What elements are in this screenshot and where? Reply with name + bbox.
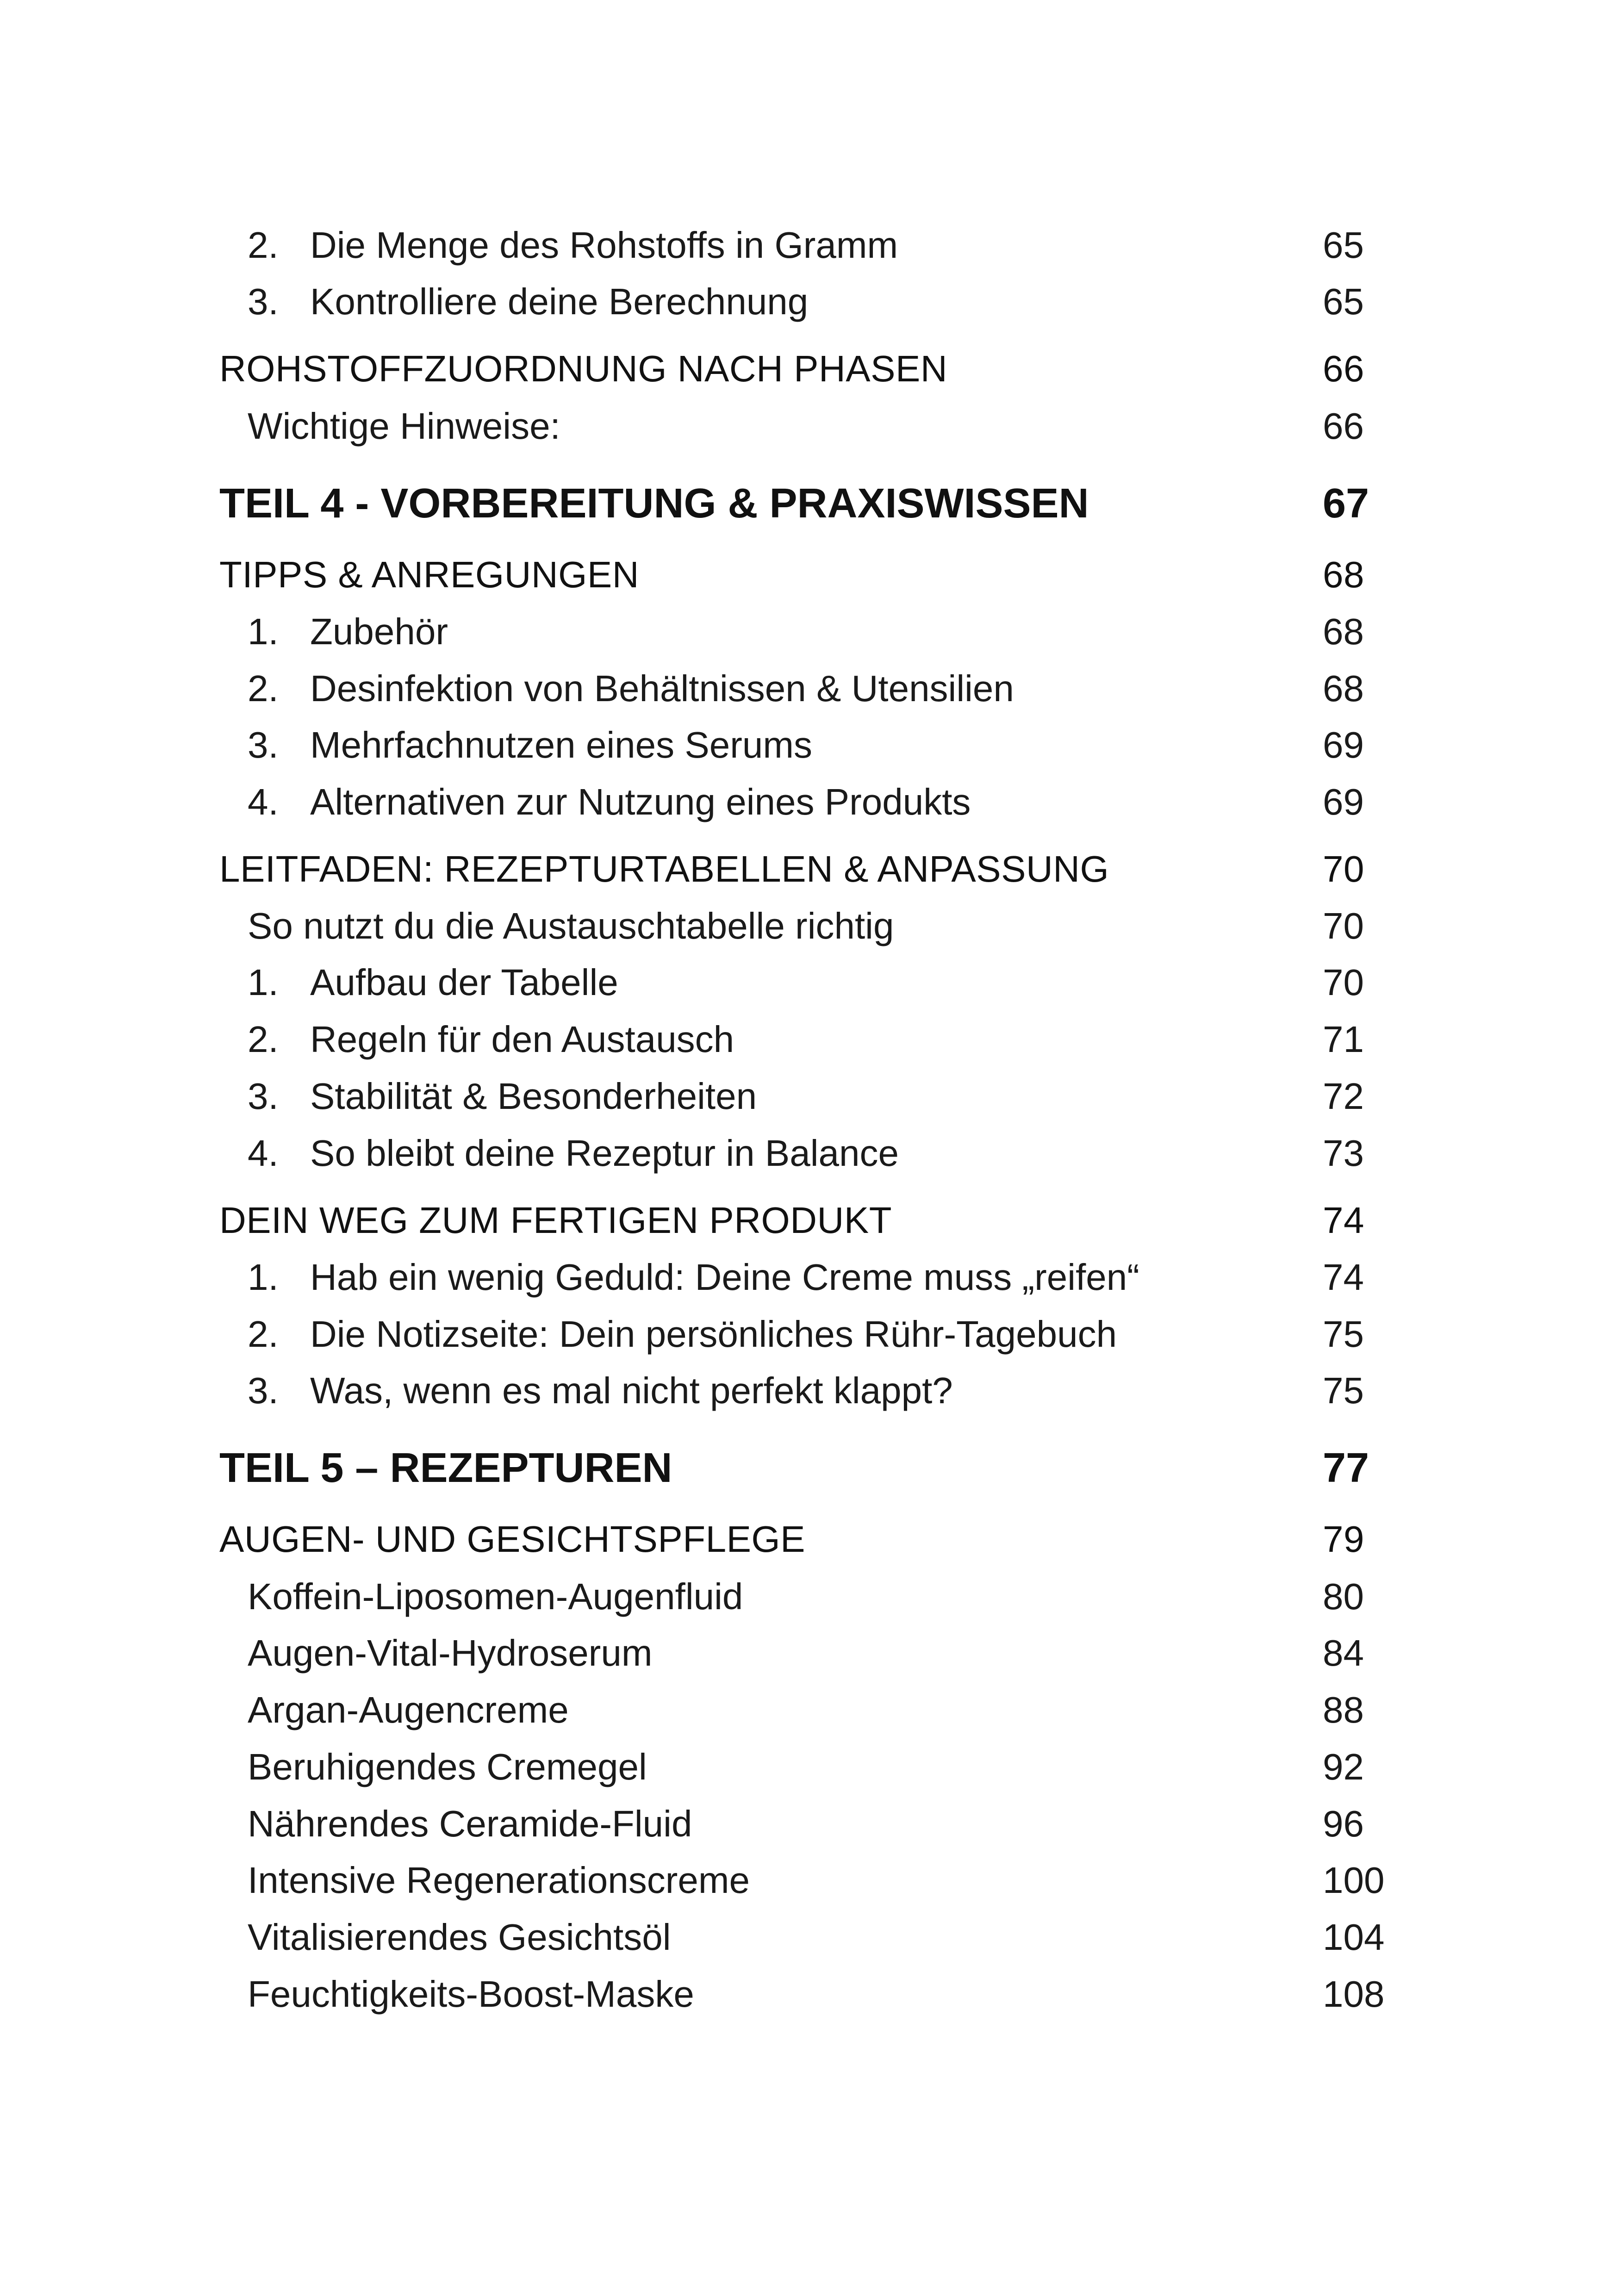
toc-entry-page: 65 [1323,224,1364,266]
toc-entry [0,401,1618,452]
toc-chapter-title: DEIN WEG ZUM FERTIGEN PRODUKT [219,1200,892,1241]
toc-entry-number: 2. [248,1313,279,1355]
toc-chapter-page: 66 [1323,348,1364,389]
toc-entry-title: Argan-Augencreme [248,1689,569,1730]
toc-entry-number: 3. [248,1076,279,1117]
toc-part-title: TEIL 4 - VORBEREITUNG & PRAXISWISSEN [219,480,1089,527]
toc-entry-title: Aufbau der Tabelle [310,962,618,1003]
toc-part-title: TEIL 5 – REZEPTUREN [219,1445,672,1491]
toc-entry-number: 1. [248,1257,279,1298]
toc-entry-page: 75 [1323,1370,1364,1411]
toc-entry-title: Kontrolliere deine Berechnung [310,281,809,322]
toc-entry-title: Hab ein wenig Geduld: Deine Creme muss „reifen“ [310,1257,1139,1298]
toc-entry-title: Die Menge des Rohstoffs in Gramm [310,224,898,266]
toc-entry [0,1742,1618,1792]
toc-entry [0,1071,1618,1122]
toc-entry-number: 4. [248,1132,279,1174]
toc-entry [0,663,1618,714]
toc-chapter-page: 68 [1323,554,1364,595]
toc-entry-title: Stabilität & Besonderheiten [310,1076,757,1117]
toc-entry-page: 70 [1323,905,1364,946]
toc-entry-number: 3. [248,724,279,765]
toc-entry-number: 1. [248,962,279,1003]
toc-entry-title: Augen-Vital-Hydroserum [248,1632,653,1674]
toc-entry-title: Alternativen zur Nutzung eines Produkts [310,781,971,822]
toc-entry-title: Koffein-Liposomen-Augenfluid [248,1576,743,1617]
toc-entry-page: 70 [1323,962,1364,1003]
toc-entry-page: 73 [1323,1132,1364,1174]
toc-entry-page: 75 [1323,1313,1364,1355]
toc-entry-title: Wichtige Hinweise: [248,405,560,447]
toc-chapter [0,343,1618,394]
toc-entry [0,606,1618,657]
toc-entry-page: 71 [1323,1019,1364,1060]
toc-entry-page: 96 [1323,1803,1364,1844]
toc-entry-number: 1. [248,611,279,652]
toc-entry-title: Vitalisierendes Gesichtsöl [248,1916,671,1958]
toc-entry-title: Die Notizseite: Dein persönliches Rühr-Tagebuch [310,1313,1117,1355]
toc-chapter [0,844,1618,895]
toc-chapter-title: LEITFADEN: REZEPTURTABELLEN & ANPASSUNG [219,848,1109,890]
toc-entry [0,1365,1618,1416]
toc-entry-title: Intensive Regenerationscreme [248,1860,750,1901]
toc-chapter-page: 70 [1323,848,1364,890]
toc-entry-title: Regeln für den Austausch [310,1019,734,1060]
toc-entry-page: 66 [1323,405,1364,447]
toc-entry-page: 68 [1323,611,1364,652]
toc-entry-page: 100 [1323,1860,1385,1901]
toc-entry [0,1252,1618,1303]
toc-entry-title: So bleibt deine Rezeptur in Balance [310,1132,899,1174]
toc-entry [0,1685,1618,1736]
toc-entry-page: 72 [1323,1076,1364,1117]
toc-entry-title: Nährendes Ceramide-Fluid [248,1803,692,1844]
toc-entry-title: Was, wenn es mal nicht perfekt klappt? [310,1370,953,1411]
toc-chapter [0,1514,1618,1565]
toc-entry-title: Zubehör [310,611,448,652]
toc-entry [0,901,1618,952]
toc-entry-number: 3. [248,281,279,322]
toc-entry [0,1912,1618,1963]
toc-entry [0,1309,1618,1360]
toc-entry-page: 104 [1323,1916,1385,1958]
toc-entry [0,1571,1618,1622]
toc-entry-number: 3. [248,1370,279,1411]
toc-chapter-title: AUGEN- UND GESICHTSPFLEGE [219,1518,806,1560]
toc-entry-page: 65 [1323,281,1364,322]
toc-entry-title: Feuchtigkeits-Boost-Maske [248,1973,694,2015]
toc-entry-page: 84 [1323,1632,1364,1674]
toc-entry-number: 2. [248,1019,279,1060]
toc-entry-page: 69 [1323,724,1364,765]
toc-entry-page: 108 [1323,1973,1385,2015]
toc-entry-page: 74 [1323,1257,1364,1298]
toc-part-page: 77 [1323,1445,1369,1491]
toc-entry [0,276,1618,327]
toc-entry [0,1969,1618,2020]
toc-entry-page: 68 [1323,668,1364,709]
toc-entry [0,1855,1618,1906]
toc-entry [0,1014,1618,1065]
toc-entry-number: 2. [248,224,279,266]
toc-chapter-page: 79 [1323,1518,1364,1560]
toc-part [0,478,1618,529]
toc-chapter-page: 74 [1323,1200,1364,1241]
toc-chapter [0,549,1618,600]
toc-entry [0,1798,1618,1849]
toc-entry-page: 69 [1323,781,1364,822]
toc-entry [0,777,1618,828]
toc-chapter [0,1195,1618,1246]
toc-entry-page: 80 [1323,1576,1364,1617]
toc-part [0,1443,1618,1493]
toc-entry [0,1128,1618,1179]
toc-entry [0,720,1618,771]
toc-entry-number: 4. [248,781,279,822]
toc-chapter-title: ROHSTOFFZUORDNUNG NACH PHASEN [219,348,948,389]
toc-part-page: 67 [1323,480,1369,527]
toc-entry-number: 2. [248,668,279,709]
toc-entry [0,220,1618,271]
toc-entry-title: Mehrfachnutzen eines Serums [310,724,812,765]
toc-entry [0,957,1618,1008]
toc-entry-page: 92 [1323,1746,1364,1787]
toc-entry-page: 88 [1323,1689,1364,1730]
toc-entry-title: Desinfektion von Behältnissen & Utensilien [310,668,1014,709]
toc-entry-title: Beruhigendes Cremegel [248,1746,647,1787]
toc-entry-title: So nutzt du die Austauschtabelle richtig [248,905,894,946]
toc-chapter-title: TIPPS & ANREGUNGEN [219,554,639,595]
toc-entry [0,1628,1618,1679]
